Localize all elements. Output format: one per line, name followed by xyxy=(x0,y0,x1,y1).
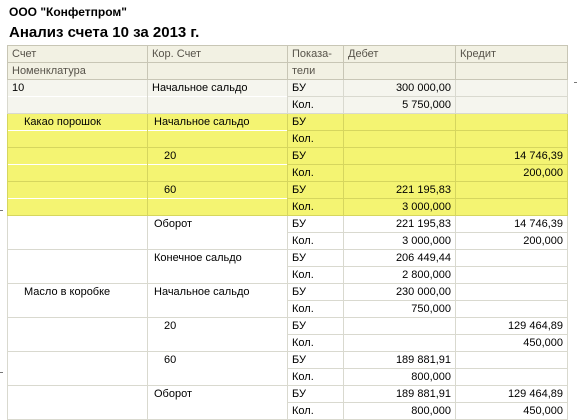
header-corr-account-cont xyxy=(148,63,288,80)
corr-account-cell[interactable]: 20 xyxy=(148,318,288,335)
table-row[interactable] xyxy=(8,352,568,369)
corr-account-cell-cont[interactable] xyxy=(148,165,288,182)
account-cell-cont[interactable] xyxy=(8,301,148,318)
table-row[interactable] xyxy=(8,114,568,131)
organization-name: ООО "Конфетпром" xyxy=(9,5,127,19)
credit-kol[interactable] xyxy=(456,131,568,148)
table-row-quantity[interactable] xyxy=(8,131,568,148)
corr-account-cell-cont[interactable] xyxy=(148,131,288,148)
indicator-kol[interactable]: Кол. xyxy=(288,403,344,420)
header-indicator-line2: тели xyxy=(288,63,344,80)
credit-kol[interactable] xyxy=(456,199,568,216)
credit-bu[interactable] xyxy=(456,352,568,369)
corr-account-cell[interactable]: 60 xyxy=(148,182,288,199)
account-cell[interactable] xyxy=(8,352,148,369)
debit-bu[interactable]: 221 195,83 xyxy=(344,182,456,199)
indicator-kol[interactable]: Кол. xyxy=(288,267,344,284)
account-cell-cont[interactable] xyxy=(8,335,148,352)
debit-bu[interactable] xyxy=(344,114,456,131)
corr-account-cell-cont[interactable] xyxy=(148,369,288,386)
corr-account-cell-cont[interactable] xyxy=(148,199,288,216)
debit-bu[interactable]: 189 881,91 xyxy=(344,386,456,403)
table-row[interactable] xyxy=(8,284,568,301)
table-row[interactable] xyxy=(8,250,568,267)
credit-bu[interactable] xyxy=(456,284,568,301)
indicator-kol[interactable]: Кол. xyxy=(288,369,344,386)
credit-bu[interactable]: 129 464,89 xyxy=(456,318,568,335)
debit-bu[interactable]: 206 449,44 xyxy=(344,250,456,267)
table-row-quantity[interactable] xyxy=(8,301,568,318)
header-credit[interactable]: Кредит xyxy=(456,46,568,63)
header-debit[interactable]: Дебет xyxy=(344,46,456,63)
indicator-bu[interactable]: БУ xyxy=(288,352,344,369)
credit-kol[interactable] xyxy=(456,301,568,318)
header-nomenclature[interactable]: Номенклатура xyxy=(8,63,148,80)
indicator-kol[interactable]: Кол. xyxy=(288,97,344,114)
credit-bu[interactable] xyxy=(456,80,568,97)
corr-account-cell[interactable]: 60 xyxy=(148,352,288,369)
header-corr-account[interactable]: Кор. Счет xyxy=(148,46,288,63)
account-cell-cont[interactable] xyxy=(8,199,148,216)
left-edge-tick xyxy=(0,372,3,373)
indicator-kol[interactable]: Кол. xyxy=(288,131,344,148)
debit-bu[interactable]: 300 000,00 xyxy=(344,80,456,97)
corr-account-cell[interactable]: Оборот xyxy=(148,386,288,403)
debit-bu[interactable]: 221 195,83 xyxy=(344,216,456,233)
table-row-quantity[interactable] xyxy=(8,335,568,352)
account-cell-cont[interactable] xyxy=(8,165,148,182)
debit-kol[interactable]: 3 000,000 xyxy=(344,233,456,250)
account-cell[interactable] xyxy=(8,182,148,199)
account-cell[interactable] xyxy=(8,386,148,403)
account-cell-cont[interactable] xyxy=(8,267,148,284)
account-cell-cont[interactable] xyxy=(8,97,148,114)
account-cell-cont[interactable] xyxy=(8,131,148,148)
credit-bu[interactable]: 14 746,39 xyxy=(456,216,568,233)
corr-account-cell-cont[interactable] xyxy=(148,97,288,114)
table-row-quantity[interactable] xyxy=(8,97,568,114)
account-cell[interactable] xyxy=(8,250,148,267)
table-row[interactable] xyxy=(8,182,568,199)
indicator-bu[interactable]: БУ xyxy=(288,284,344,301)
corr-account-cell[interactable]: Оборот xyxy=(148,216,288,233)
header-account[interactable]: Счет xyxy=(8,46,148,63)
indicator-bu[interactable]: БУ xyxy=(288,148,344,165)
header-indicator-line1[interactable]: Показа- xyxy=(288,46,344,63)
table-row-quantity[interactable] xyxy=(8,233,568,250)
header-debit-cont xyxy=(344,63,456,80)
indicator-bu[interactable]: БУ xyxy=(288,386,344,403)
account-cell[interactable] xyxy=(8,318,148,335)
credit-kol[interactable]: 200,000 xyxy=(456,165,568,182)
credit-kol[interactable] xyxy=(456,369,568,386)
table-row-quantity[interactable] xyxy=(8,165,568,182)
account-cell[interactable] xyxy=(8,148,148,165)
corr-account-cell-cont[interactable] xyxy=(148,335,288,352)
table-row[interactable] xyxy=(8,386,568,403)
report-title: Анализ счета 10 за 2013 г. xyxy=(9,24,200,41)
credit-kol[interactable] xyxy=(456,97,568,114)
indicator-bu[interactable]: БУ xyxy=(288,182,344,199)
credit-bu[interactable]: 129 464,89 xyxy=(456,386,568,403)
header-credit-cont xyxy=(456,63,568,80)
indicator-bu[interactable]: БУ xyxy=(288,216,344,233)
indicator-bu[interactable]: БУ xyxy=(288,250,344,267)
report-table xyxy=(7,45,568,420)
account-cell-cont[interactable] xyxy=(8,233,148,250)
table-row[interactable] xyxy=(8,148,568,165)
account-cell[interactable]: Какао порошок xyxy=(8,114,148,131)
corr-account-cell[interactable]: Начальное сальдо xyxy=(148,114,288,131)
debit-kol[interactable]: 5 750,000 xyxy=(344,97,456,114)
credit-kol[interactable]: 200,000 xyxy=(456,233,568,250)
indicator-bu[interactable]: БУ xyxy=(288,114,344,131)
table-row-quantity[interactable] xyxy=(8,267,568,284)
table-row[interactable] xyxy=(8,80,568,97)
debit-kol[interactable] xyxy=(344,335,456,352)
indicator-bu[interactable]: БУ xyxy=(288,318,344,335)
left-edge-tick xyxy=(0,210,3,211)
credit-kol[interactable]: 450,000 xyxy=(456,335,568,352)
account-cell[interactable] xyxy=(8,216,148,233)
credit-bu[interactable] xyxy=(456,114,568,131)
debit-kol[interactable] xyxy=(344,131,456,148)
indicator-kol[interactable]: Кол. xyxy=(288,335,344,352)
corr-account-cell-cont[interactable] xyxy=(148,403,288,420)
account-cell-cont[interactable] xyxy=(8,403,148,420)
debit-bu[interactable]: 230 000,00 xyxy=(344,284,456,301)
corr-account-cell[interactable]: Начальное сальдо xyxy=(148,284,288,301)
indicator-kol[interactable]: Кол. xyxy=(288,301,344,318)
corr-account-cell-cont[interactable] xyxy=(148,301,288,318)
corr-account-cell[interactable]: Начальное сальдо xyxy=(148,80,288,97)
corr-account-cell[interactable]: Конечное сальдо xyxy=(148,250,288,267)
table-row-quantity[interactable] xyxy=(8,369,568,386)
corr-account-cell-cont[interactable] xyxy=(148,267,288,284)
indicator-kol[interactable]: Кол. xyxy=(288,233,344,250)
account-cell-cont[interactable] xyxy=(8,369,148,386)
debit-kol[interactable]: 800,000 xyxy=(344,403,456,420)
debit-kol[interactable]: 800,000 xyxy=(344,369,456,386)
indicator-bu[interactable]: БУ xyxy=(288,80,344,97)
corr-account-cell-cont[interactable] xyxy=(148,233,288,250)
indicator-kol[interactable]: Кол. xyxy=(288,199,344,216)
debit-kol[interactable] xyxy=(344,165,456,182)
account-cell[interactable]: 10 xyxy=(8,80,148,97)
table-row[interactable] xyxy=(8,318,568,335)
debit-bu[interactable]: 189 881,91 xyxy=(344,352,456,369)
debit-kol[interactable]: 750,000 xyxy=(344,301,456,318)
credit-kol[interactable]: 450,000 xyxy=(456,403,568,420)
account-cell[interactable]: Масло в коробке xyxy=(8,284,148,301)
debit-kol[interactable]: 2 800,000 xyxy=(344,267,456,284)
credit-bu[interactable] xyxy=(456,250,568,267)
debit-bu[interactable] xyxy=(344,318,456,335)
debit-bu[interactable] xyxy=(344,148,456,165)
table-row-quantity[interactable] xyxy=(8,199,568,216)
credit-kol[interactable] xyxy=(456,267,568,284)
table-row[interactable] xyxy=(8,216,568,233)
debit-kol[interactable]: 3 000,000 xyxy=(344,199,456,216)
table-row-quantity[interactable] xyxy=(8,403,568,420)
indicator-kol[interactable]: Кол. xyxy=(288,165,344,182)
header-row-2 xyxy=(8,63,568,80)
credit-bu[interactable] xyxy=(456,182,568,199)
header-row-1 xyxy=(8,46,568,63)
credit-bu[interactable]: 14 746,39 xyxy=(456,148,568,165)
corr-account-cell[interactable]: 20 xyxy=(148,148,288,165)
